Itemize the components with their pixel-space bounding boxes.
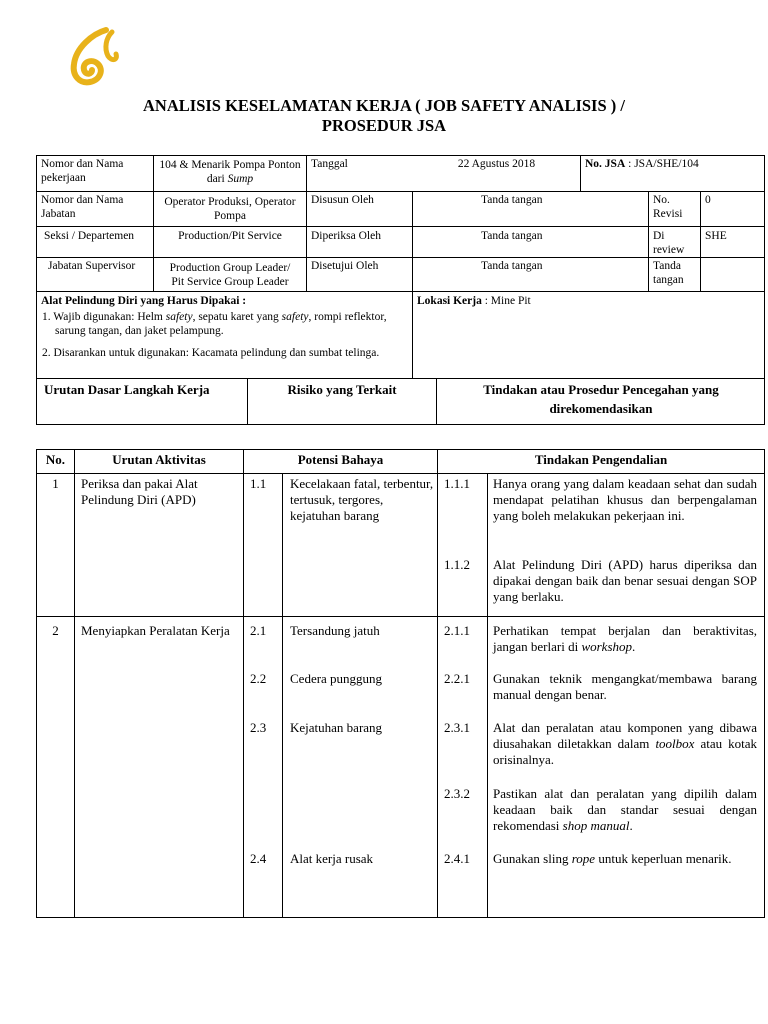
row1-tindakan2-text: Alat Pelindung Diri (APD) harus diperiksa dan dipakai dengan baik dan benar sesuai dengan SOP yang berlaku. [493,557,757,604]
nomor-pekerjaan-label: Nomor dan Nama pekerjaan [41,158,124,184]
supervisor-label: Jabatan Supervisor [48,260,136,272]
document-title-line2: PROSEDUR JSA [321,116,447,135]
row2-bahaya4-num: 2.4 [250,851,267,866]
tanda-tangan-3: Tanda tangan [481,260,543,272]
apd-item-2: 2. Disarankan untuk digunakan: Kacamata pelindung dan sumbat telinga. [42,347,380,359]
jabatan-label: Nomor dan Nama Jabatan [41,194,124,220]
row2-bahaya1-text: Tersandung jatuh [290,623,380,638]
tanda-tangan-2: Tanda tangan [481,230,543,242]
document-title-line1: ANALISIS KESELAMATAN KERJA ( JOB SAFETY ANALISIS ) / [143,96,625,115]
row2-tindakan3-text: Alat dan peralatan atau komponen yang dibawa diusahakan diletakkan dalam toolbox atau kotak orisinalnya. [493,720,757,767]
disetujui-label: Disetujui Oleh [311,260,379,272]
subheader-langkah-kerja: Urutan Dasar Langkah Kerja [44,382,210,397]
tanggal-value: 22 Agustus 2018 [457,158,536,170]
row2-tindakan1-num: 2.1.1 [444,623,470,638]
direview-value: SHE [705,230,727,242]
header-aktivitas: Urutan Aktivitas [112,452,206,467]
row2-tindakan3-num: 2.3.1 [444,720,470,735]
nomor-pekerjaan-value: 104 & Menarik Pompa Ponton dari Sump [159,159,301,185]
row2-no: 2 [52,623,59,638]
row1-tindakan1-num: 1.1.1 [444,476,470,491]
row2-tindakan4-num: 2.3.2 [444,786,470,801]
tanggal-label: Tanggal [311,158,348,170]
row2-bahaya3-text: Kejatuhan barang [290,720,383,735]
row2-bahaya1-num: 2.1 [250,623,267,638]
row2-tindakan1-text: Perhatikan tempat berjalan dan beraktivitas, jangan berlari di workshop. [493,623,757,654]
info-table [36,155,765,379]
row2-bahaya2-text: Cedera punggung [290,671,383,686]
subheader-risiko: Risiko yang Terkait [287,382,397,397]
apd-item-1: 1. Wajib digunakan: Helm safety, sepatu karet yang safety, rompi reflektor, sarung tangan, dan jaket pelampung. [42,311,387,337]
subheader-tindakan: Tindakan atau Prosedur Pencegahan yang direkomendasikan [483,382,719,416]
revisi-value: 0 [705,194,711,206]
row2-aktivitas: Menyiapkan Peralatan Kerja [81,623,230,638]
row1-bahaya-num: 1.1 [250,476,267,491]
direview-label: Di review [653,230,685,256]
seksi-label: Seksi / Departemen [44,230,135,242]
company-logo-icon [62,26,124,88]
row2-tindakan4-text: Pastikan alat dan peralatan yang dipilih dalam keadaan baik dan standar sesuai dengan rekomendasi shop manual. [493,786,757,833]
row2-bahaya4-text: Alat kerja rusak [290,851,374,866]
row2-tindakan2-text: Gunakan teknik mengangkat/membawa barang manual dengan benar. [493,671,757,702]
header-bahaya: Potensi Bahaya [297,452,384,467]
diperiksa-label: Diperiksa Oleh [311,230,381,242]
row2-tindakan2-num: 2.2.1 [444,671,470,686]
jsa-table [36,449,765,918]
row2-tindakan5-num: 2.4.1 [444,851,470,866]
row1-tindakan1-text: Hanya orang yang dalam keadaan sehat dan sudah mendapat pelatihan khusus dan berpengalaman yang boleh melakukan pekerjaan ini. [493,476,757,523]
jabatan-value: Operator Produksi, Operator Pompa [164,196,296,222]
tanda-tangan-4: Tanda tangan [653,260,684,286]
disusun-label: Disusun Oleh [311,194,374,206]
row1-no: 1 [52,476,59,491]
tanda-tangan-1: Tanda tangan [481,194,543,206]
row2-bahaya3-num: 2.3 [250,720,267,735]
no-jsa: No. JSA : JSA/SHE/104 [585,158,699,170]
row1-bahaya-text: Kecelakaan fatal, terbentur, tertusuk, tergores, kejatuhan barang [290,476,434,523]
lokasi-kerja: Lokasi Kerja : Mine Pit [417,295,531,307]
row2-tindakan5-text: Gunakan sling rope untuk keperluan menarik. [493,851,732,866]
header-tindakan: Tindakan Pengendalian [534,452,668,467]
revisi-label: No. Revisi [653,194,683,220]
row1-aktivitas: Periksa dan pakai Alat Pelindung Diri (APD) [81,476,198,507]
supervisor-value: Production Group Leader/ Pit Service Group Leader [169,262,291,288]
apd-title: Alat Pelindung Diri yang Harus Dipakai : [41,295,247,307]
row2-bahaya2-num: 2.2 [250,671,267,686]
row1-tindakan2-num: 1.1.2 [444,557,470,572]
header-no: No. [45,452,66,467]
seksi-value: Production/Pit Service [178,230,282,242]
